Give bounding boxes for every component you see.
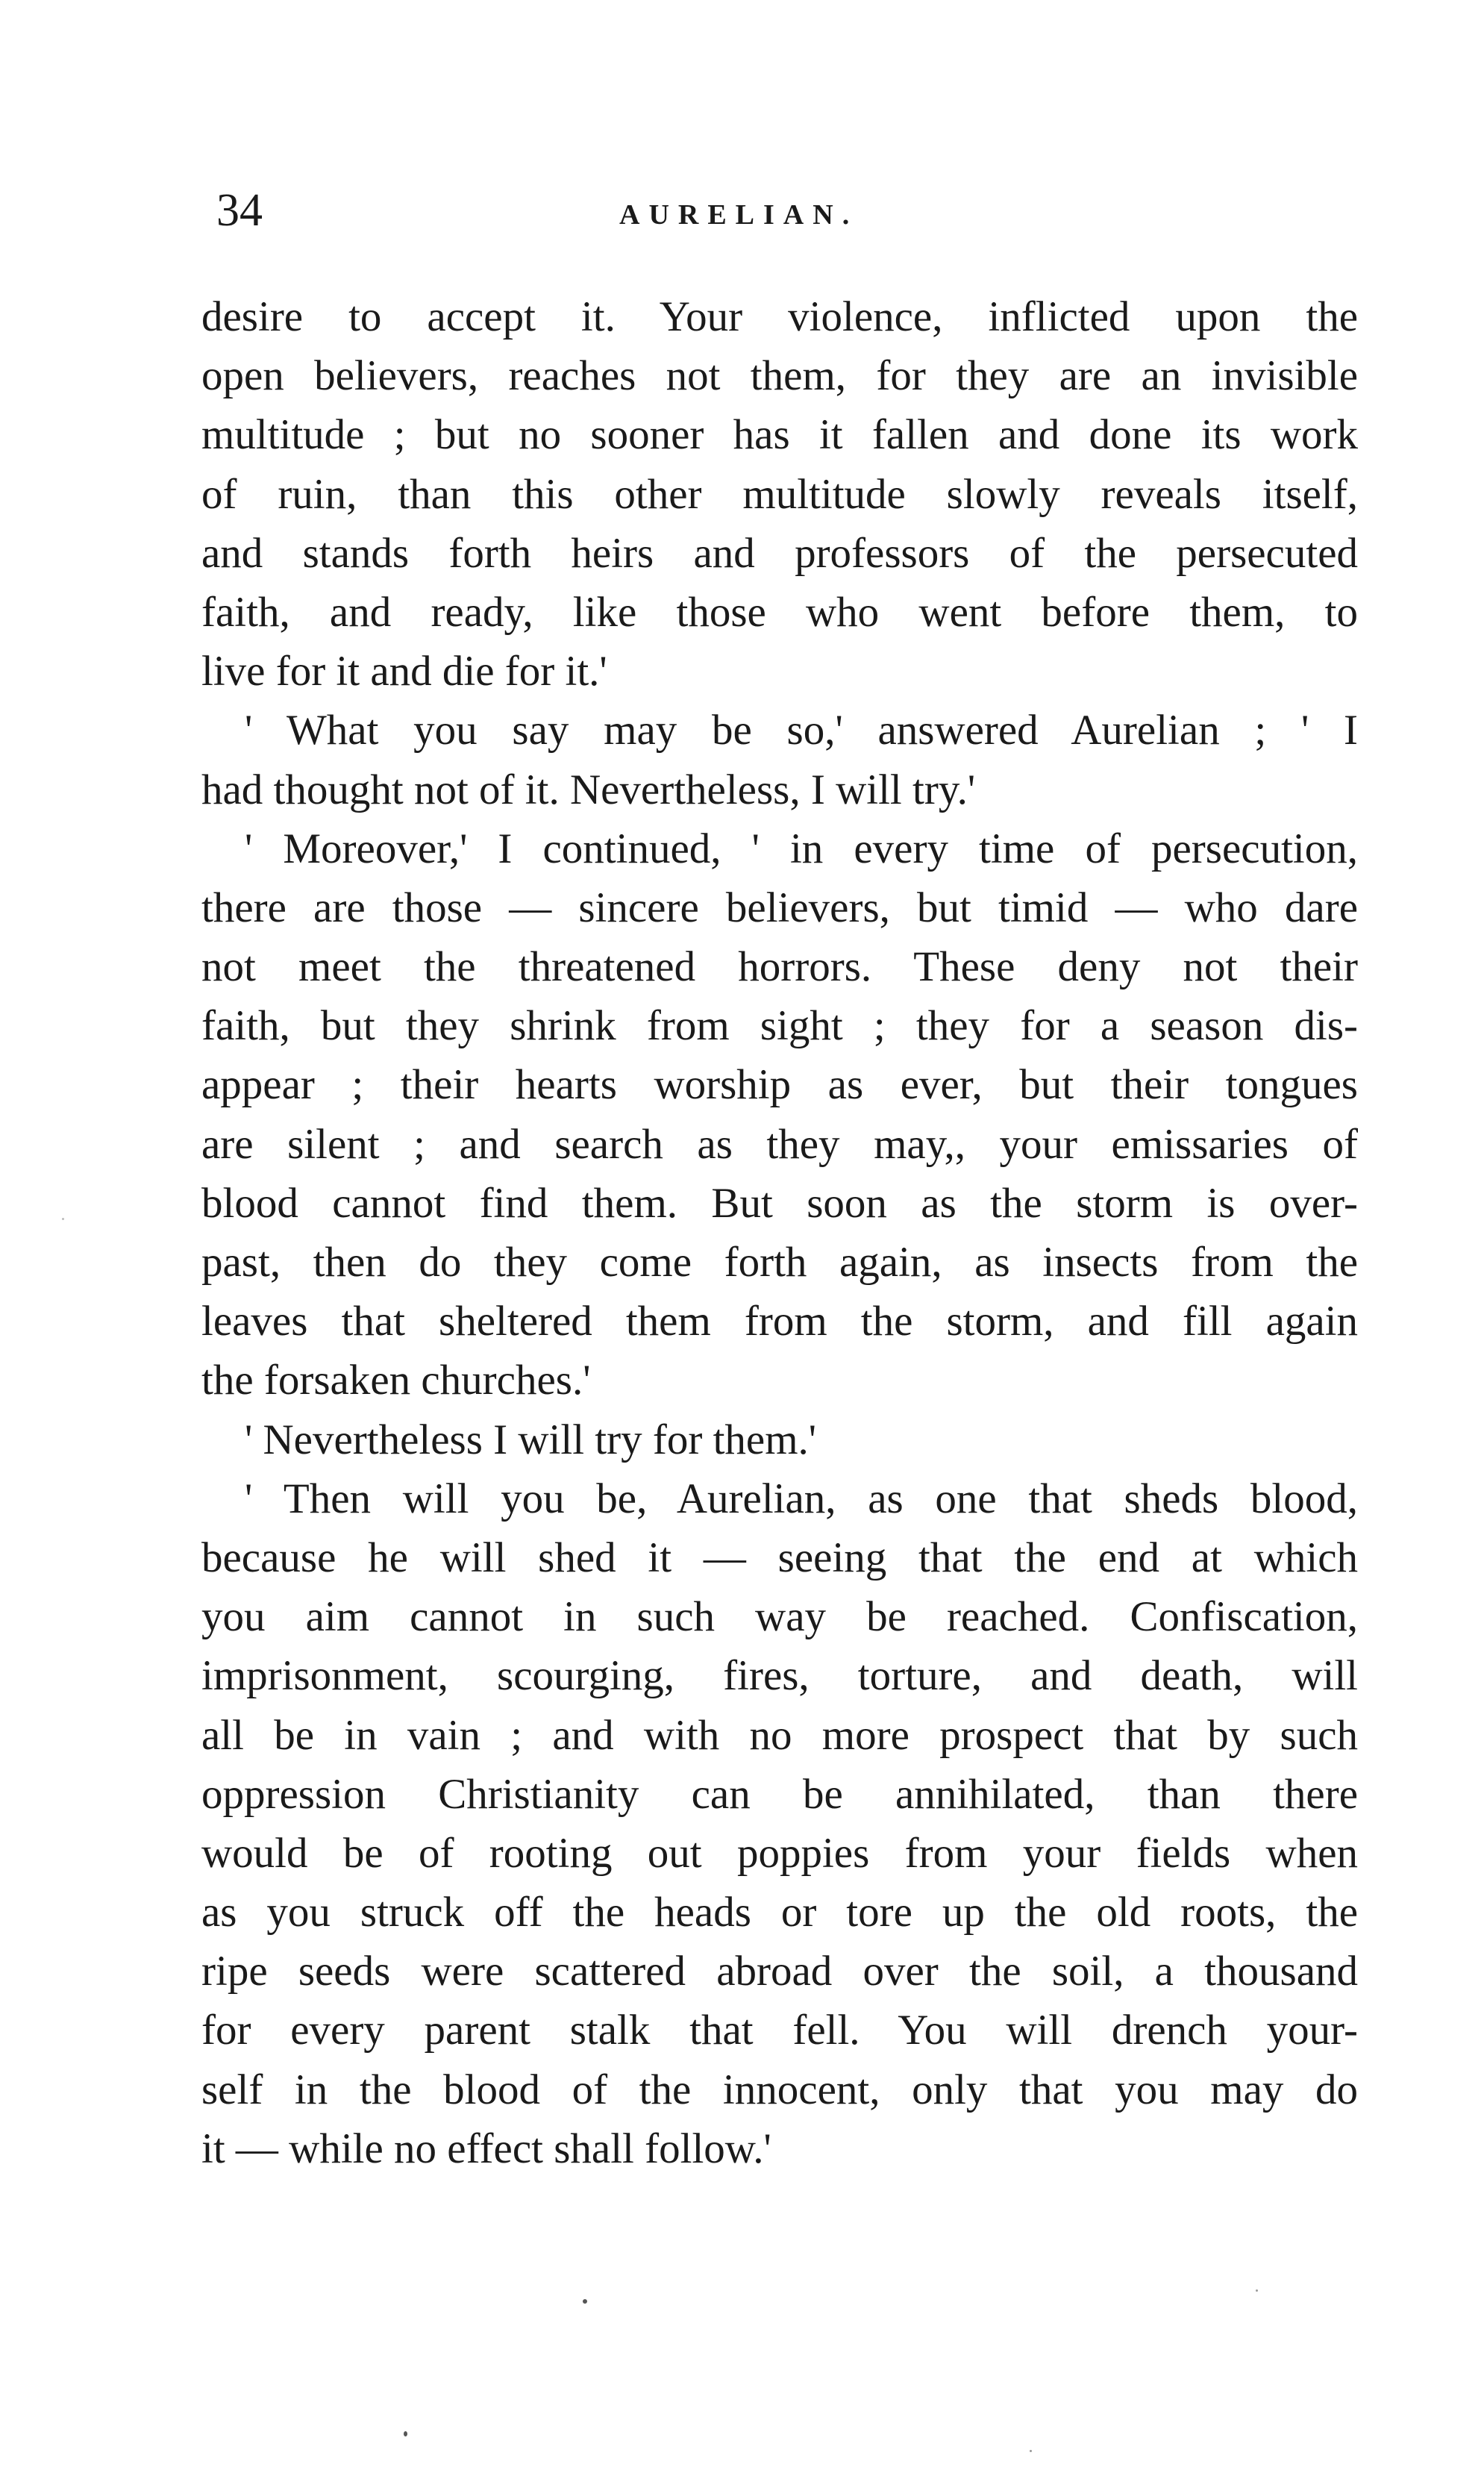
paper-speck: [1256, 2289, 1258, 2292]
paper-speck: [404, 2431, 407, 2436]
text-line: appear ; their hearts worship as ever, but their tongues: [201, 1061, 1358, 1109]
text-line: ' What you say may be so,' answered Aurelian ; ' I: [245, 707, 1358, 754]
text-line: leaves that sheltered them from the storm, and fill again: [201, 1298, 1358, 1345]
text-line: oppression Christianity can be annihilated, than there: [201, 1770, 1358, 1818]
text-line: you aim cannot in such way be reached. Confiscation,: [201, 1593, 1358, 1641]
text-line: desire to accept it. Your violence, inflicted upon the: [201, 293, 1358, 340]
text-line: ' Nevertheless I will try for them.': [245, 1416, 817, 1463]
text-line: are silent ; and search as they may,, your emissaries of: [201, 1120, 1358, 1168]
text-line: for every parent stalk that fell. You will drench your-: [201, 2007, 1358, 2054]
text-line: because he will shed it — seeing that the end at which: [201, 1534, 1358, 1581]
text-line: and stands forth heirs and professors of the persecuted: [201, 529, 1358, 577]
text-line: not meet the threatened horrors. These deny not their: [201, 943, 1358, 991]
text-line: multitude ; but no sooner has it fallen and done its work: [201, 411, 1358, 459]
text-line: would be of rooting out poppies from your fields when: [201, 1829, 1358, 1877]
text-line: of ruin, than this other multitude slowly reveals itself,: [201, 470, 1358, 518]
text-line: imprisonment, scourging, fires, torture, and death, will: [201, 1652, 1358, 1700]
paper-speck: [1030, 2450, 1032, 2452]
running-title: AURELIAN.: [619, 199, 859, 231]
text-line: past, then do they come forth again, as insects from the: [201, 1239, 1358, 1286]
text-line: ' Then will you be, Aurelian, as one that sheds blood,: [245, 1475, 1358, 1522]
text-line: blood cannot find them. But soon as the storm is over-: [201, 1179, 1358, 1227]
paper-speck: [62, 1218, 64, 1220]
page-header: [216, 181, 1350, 248]
text-line: the forsaken churches.': [201, 1357, 591, 1404]
text-line: it — while no effect shall follow.': [201, 2125, 771, 2172]
text-line: faith, and ready, like those who went before them, to: [201, 588, 1358, 636]
text-line: ripe seeds were scattered abroad over the soil, a thousand: [201, 1948, 1358, 1995]
page-number: 34: [216, 185, 263, 236]
text-line: as you struck off the heads or tore up the old roots, the: [201, 1889, 1358, 1936]
text-line: there are those — sincere believers, but timid — who dare: [201, 884, 1358, 931]
text-line: all be in vain ; and with no more prospect that by such: [201, 1711, 1358, 1759]
text-line: had thought not of it. Nevertheless, I will try.': [201, 766, 976, 813]
text-line: self in the blood of the innocent, only that you may do: [201, 2066, 1358, 2113]
body-text: [201, 287, 1358, 2178]
text-line: ' Moreover,' I continued, ' in every time of persecution,: [245, 825, 1358, 872]
text-line: live for it and die for it.': [201, 648, 607, 695]
text-line: open believers, reaches not them, for they are an invisible: [201, 352, 1358, 400]
paper-speck: [583, 2299, 587, 2304]
text-line: faith, but they shrink from sight ; they for a season dis-: [201, 1002, 1358, 1050]
